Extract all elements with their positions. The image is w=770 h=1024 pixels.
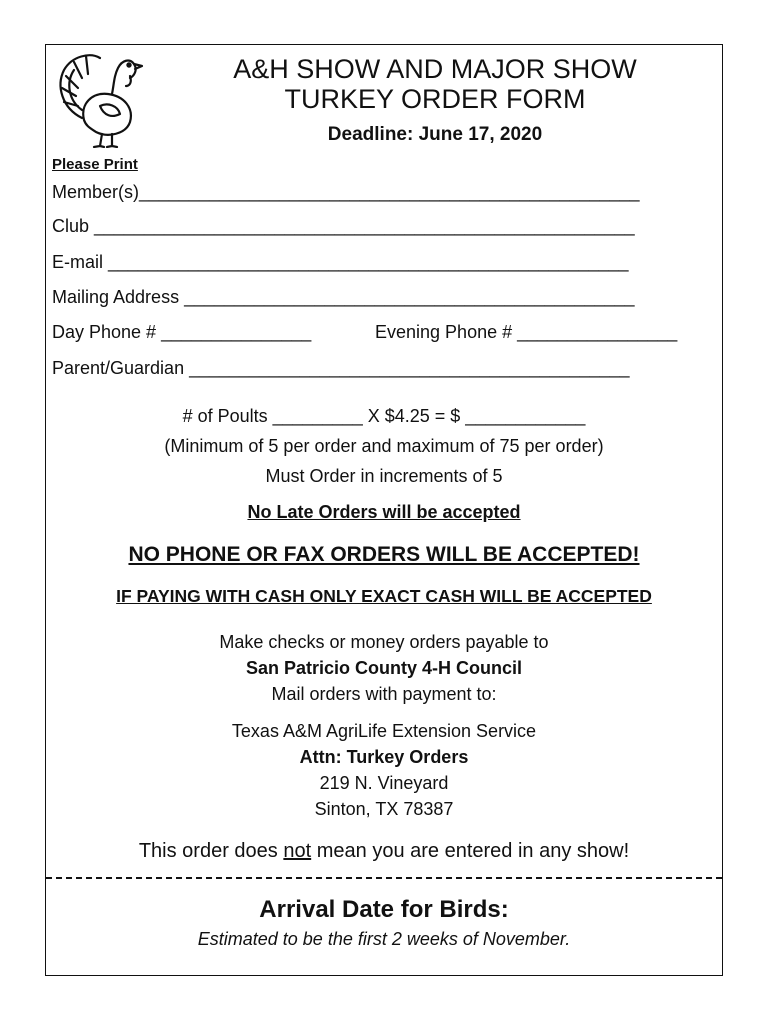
arrival-title: Arrival Date for Birds: [259,896,509,923]
no-phone-fax-notice: NO PHONE OR FAX ORDERS WILL BE ACCEPTED! [128,543,640,566]
cash-notice: IF PAYING WITH CASH ONLY EXACT CASH WILL BE ACCEPTED [116,586,652,606]
org-name: Texas A&M AgriLife Extension Service [231,721,537,741]
street-address: 219 N. Vineyard [319,773,449,793]
email-field[interactable]: E-mail ____________________________________________________ [52,252,629,272]
parent-guardian-field[interactable]: Parent/Guardian ____________________________________________ [52,358,630,378]
entry-disclaimer [45,840,723,863]
poults-line[interactable]: # of Poults _________ X $4.25 = $ ____________ [182,406,586,426]
day-phone-field[interactable]: Day Phone # _______________ [52,322,312,342]
title-line-2: TURKEY ORDER FORM [284,84,586,114]
disclaimer-emphasis: not [283,840,312,862]
deadline: Deadline: June 17, 2020 [327,124,543,145]
increments-note: Must Order in increments of 5 [265,466,503,486]
checks-payable-text: Make checks or money orders payable to [219,632,549,652]
club-field[interactable]: Club ______________________________________________________ [52,216,635,236]
disclaimer-pre: This order does [138,840,284,862]
title-line-1: A&H SHOW AND MAJOR SHOW [233,54,637,84]
turkey-icon [52,48,148,148]
disclaimer-post: mean you are entered in any show! [311,840,630,862]
attn-line: Attn: Turkey Orders [299,747,469,767]
evening-phone-field[interactable]: Evening Phone # ________________ [375,322,678,342]
min-max-note: (Minimum of 5 per order and maximum of 75 per order) [164,436,604,456]
arrival-estimate: Estimated to be the first 2 weeks of November. [197,929,571,949]
please-print-label: Please Print [52,156,138,173]
mailing-address-field[interactable]: Mailing Address _____________________________________________ [52,287,635,307]
cut-line-divider [46,877,722,879]
member-field[interactable]: Member(s)__________________________________________________ [52,182,640,202]
mail-orders-text: Mail orders with payment to: [271,684,497,704]
no-late-orders: No Late Orders will be accepted [247,502,521,522]
city-state-zip: Sinton, TX 78387 [314,799,454,819]
payee-name: San Patricio County 4-H Council [245,658,523,678]
